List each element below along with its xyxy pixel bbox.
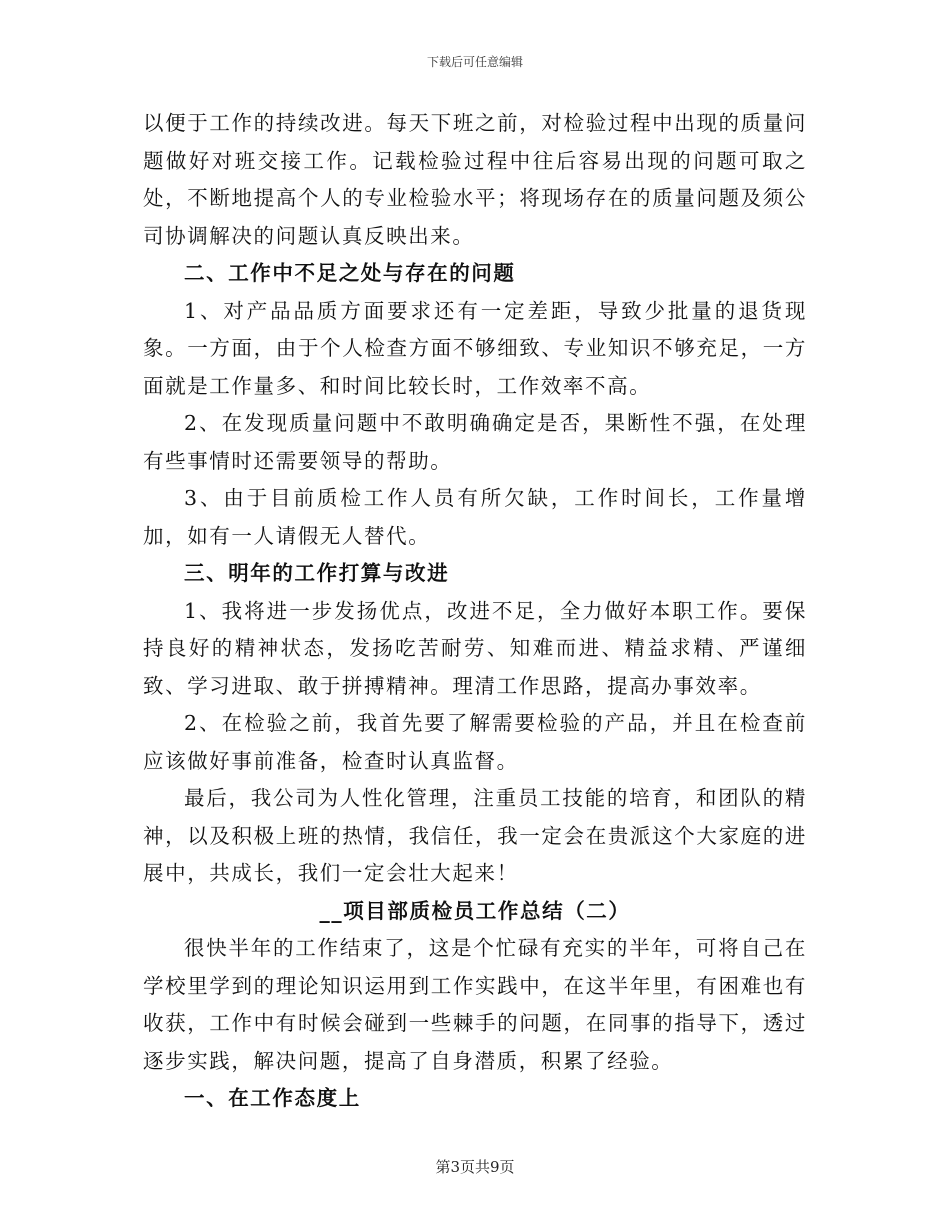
document-body (143, 105, 807, 1118)
section-heading-shortcomings: 二、工作中不足之处与存在的问题 (184, 261, 516, 285)
paragraph-shortcoming-1: 1、对产品品质方面要求还有一定差距，导致少批量的退货现象。一方面，由于个人检查方面不够细致、专业知识不够充足，一方面就是工作量多、和时间比较长时，工作效率不高。 (143, 298, 807, 398)
document-title-part-two: __项目部质检员工作总结（二） (319, 898, 631, 923)
section-heading-next-year-plan: 三、明年的工作打算与改进 (184, 561, 450, 585)
page-number: 第3页共9页 (435, 1158, 515, 1176)
section-heading-work-attitude: 一、在工作态度上 (184, 1086, 361, 1110)
paragraph-shortcoming-2: 2、在发现质量问题中不敢明确确定是否，果断性不强，在处理有些事情时还需要领导的帮助。 (143, 411, 807, 473)
page-header-note: 下载后可任意编辑 (426, 55, 523, 69)
paragraph-intro-part-two: 很快半年的工作结束了，这是个忙碌有充实的半年，可将自己在学校里学到的理论知识运用到工作实践中，在这半年里，有困难也有收获，工作中有时候会碰到一些棘手的问题，在同事的指导下，透过逐步实践，解决问题，提高了自身潜质，积累了经验。 (143, 936, 807, 1073)
paragraph-plan-2: 2、在检验之前，我首先要了解需要检验的产品，并且在检查前应该做好事前准备，检查时认真监督。 (143, 711, 807, 773)
paragraph-continuation: 以便于工作的持续改进。每天下班之前，对检验过程中出现的质量问题做好对班交接工作。记载检验过程中往后容易出现的问题可取之处，不断地提高个人的专业检验水平；将现场存在的质量问题及须公司协调解决的问题认真反映出来。 (143, 111, 807, 248)
paragraph-plan-1: 1、我将进一步发扬优点，改进不足，全力做好本职工作。要保持良好的精神状态，发扬吃苦耐劳、知难而进、精益求精、严谨细致、学习进取、敢于拼搏精神。理清工作思路，提高办事效率。 (143, 598, 807, 698)
paragraph-shortcoming-3: 3、由于目前质检工作人员有所欠缺，工作时间长，工作量增加，如有一人请假无人替代。 (143, 486, 807, 548)
paragraph-closing: 最后，我公司为人性化管理，注重员工技能的培育，和团队的精神，以及积极上班的热情，我信任，我一定会在贵派这个大家庭的进展中，共成长，我们一定会壮大起来！ (143, 786, 807, 885)
